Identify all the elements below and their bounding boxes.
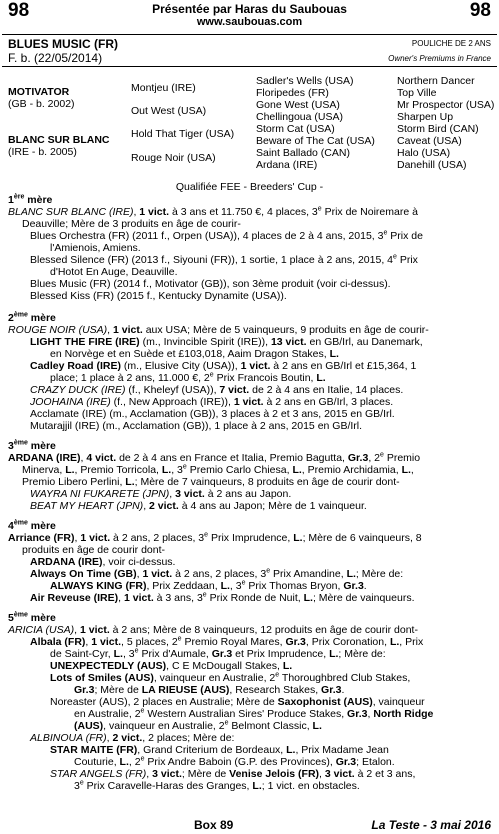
dam-name: BLANC SUR BLANC [8,134,110,146]
family-line: Arriance (FR), 1 vict. à 2 ans, 2 places, 3e Prix Imprudence, L.; Mère de 6 vainqueurs, 8 [8,531,422,544]
family-line: ARICIA (USA), 1 vict. à 2 ans; Mère de 8 vainqueurs, 12 produits en âge de courir dont- [8,624,418,636]
family-line: Blues Music (FR) (2014 f., Motivator (GB)), son 3ème produit (voir ci-dessus). [30,278,391,290]
family-line: STAR ANGELS (FR), 3 vict.; Mère de Venise Jelois (FR), 3 vict. à 2 et 3 ans, [50,768,416,780]
family-line: STAR MAITE (FR), Grand Criterium de Bordeaux, L., Prix Madame Jean [50,744,389,756]
family-line: Noreaster (AUS), 2 places en Australie; Mère de Saxophonist (AUS), vainqueur [50,696,425,708]
gen4-item: Sharpen Up [397,111,454,123]
gen4-item: Northern Dancer [397,75,475,87]
gen2-item: Out West (USA) [131,105,207,117]
family-line: en Australie, 2e Western Australian Sires' Produce Stakes, Gr.3, North Ridge [74,707,434,720]
presenter: Présentée par Haras du Saubouas [152,2,347,16]
eligibility: Owner's Premiums in France [388,54,491,63]
website: www.saubouas.com [196,16,303,28]
family-line: Cadley Road (IRE) (m., Elusive City (USA)), 1 vict. à 2 ans en GB/Irl et £15,364, 1 [30,360,417,372]
family-line: Blues Orchestra (FR) (2011 f., Orpen (USA)), 4 places de 2 à 4 ans, 2015, 3e Prix de [30,229,423,242]
family-line: LIGHT THE FIRE (IRE) (m., Invincible Spirit (IRE)), 13 vict. en GB/Irl, au Danemark, [30,336,423,348]
foaling-info: F. b. (22/05/2014) [8,51,103,65]
box-number: Box 89 [194,818,234,832]
gen3-item: Sadler's Wells (USA) [256,75,354,87]
family-line: JOOHAINA (IRE) (f., New Approach (IRE)), 1 vict. à 2 ans en GB/Irl, 3 places. [30,396,394,408]
pedigree-divider [2,66,497,67]
family-line: ARDANA (IRE), 4 vict. de 2 à 4 ans en France et Italia, Premio Bagutta, Gr.3, 2e Premio [8,451,421,464]
header-divider [2,34,497,35]
gen2-item: Montjeu (IRE) [131,82,196,94]
family-line: BLANC SUR BLANC (IRE), 1 vict. à 3 ans et 11.750 €, 4 places, 3e Prix de Noiremare à [8,205,418,218]
family-line: Air Reveuse (IRE), 1 vict. à 3 ans, 3e Prix Ronde de Nuit, L.; Mère de vainqueurs. [30,591,415,604]
family-line: ALWAYS KING (FR), Prix Zeddaan, L., 3e Prix Thomas Bryon, Gr.3. [50,579,367,592]
gen3-item: Chellingoua (USA) [256,111,343,123]
sex-age: POULICHE DE 2 ANS [411,39,491,48]
family-line: Gr.3; Mère de LA RIEUSE (AUS), Research Stakes, Gr.3. [74,684,345,696]
sire-name: MOTIVATOR [8,86,70,98]
section-heading-5eme-mere: 5ème mère [8,611,56,624]
family-line: Mutarajjil (IRE) (m., Acclamation (GB)), 1 place à 2 ans, 2015 en GB/Irl. [30,420,363,432]
family-line: Albala (FR), 1 vict., 5 places, 2e Premio Royal Mares, Gr.3, Prix Coronation, L., Prix [30,635,424,648]
qualification: Qualifiée FEE - Breeders' Cup - [175,181,324,193]
family-line: d'Hotot En Auge, Deauville. [50,266,178,278]
family-line: place; 1 place à 2 ans, 11.000 €, 2e Prix Francois Boutin, L. [50,371,326,384]
sale-info: La Teste - 3 mai 2016 [371,818,491,832]
family-line: ROUGE NOIR (USA), 1 vict. aux USA; Mère de 5 vainqueurs, 9 produits en âge de courir- [8,324,429,336]
family-line: Minerva, L., Premio Torricola, L., 3e Premio Carlo Chiesa, L., Premio Archidamia, L., [22,463,414,476]
section-heading-2eme-mere: 2ème mère [8,311,56,324]
family-line: Acclamate (IRE) (m., Acclamation (GB)), 3 places à 2 et 3 ans, 2015 en GB/Irl. [30,408,395,420]
section-heading-3eme-mere: 3ème mère [8,439,56,452]
family-line: de Saint-Cyr, L., 3e Prix d'Aumale, Gr.3 et Prix Imprudence, L.; Mère de: [50,647,386,660]
family-line: ALBINOUA (FR), 2 vict., 2 places; Mère de: [30,732,235,744]
gen2-item: Hold That Tiger (USA) [131,128,235,140]
gen3-item: Saint Ballado (CAN) [256,147,350,159]
family-line: en Norvège et en Suède et £103,018, Aaim Dragon Stakes, L. [50,348,339,360]
family-line: UNEXPECTEDLY (AUS), C E McDougall Stakes, L. [50,660,293,672]
family-line: ARDANA (IRE), voir ci-dessus. [30,556,176,568]
family-line: Always On Time (GB), 1 vict. à 2 ans, 2 places, 3e Prix Amandine, L.; Mère de: [30,567,404,580]
lot-number-right: 98 [469,0,491,21]
family-line: BEAT MY HEART (JPN), 2 vict. à 4 ans au Japon; Mère de 1 vainqueur. [30,500,367,512]
gen4-item: Mr Prospector (USA) [397,99,495,111]
family-line: WAYRA NI FUKARETE (JPN), 3 vict. à 2 ans au Japon. [30,488,292,500]
family-line: CRAZY DUCK (IRE) (f., Kheleyf (USA)), 7 vict. de 2 à 4 ans en Italie, 14 places. [30,384,404,396]
gen4-item: Halo (USA) [397,147,451,159]
horse-name: BLUES MUSIC (FR) [8,37,118,51]
family-line: produits en âge de courir dont- [22,544,166,556]
section-heading-4eme-mere: 4ème mère [8,519,56,532]
gen4-item: Danehill (USA) [397,159,467,171]
family-line: Premio Libero Perlini, L.; Mère de 7 vainqueurs, 8 produits en âge de courir dont- [22,476,400,488]
gen3-item: Ardana (IRE) [256,159,318,171]
gen2-item: Rouge Noir (USA) [131,152,216,164]
gen4-item: Storm Bird (CAN) [397,123,479,135]
gen4-item: Top Ville [397,87,437,99]
dam-info: (IRE - b. 2005) [8,146,77,158]
family-line: l'Amienois, Amiens. [50,242,141,254]
family-line: 3e Prix Caravelle-Haras des Granges, L.; 1 vict. en obstacles. [74,779,360,792]
family-line: Deauville; Mère de 3 produits en âge de courir- [22,218,241,230]
section-heading-1ere-mere: 1ère mère [8,193,53,206]
family-line: (AUS), vainqueur en Australie, 2e Belmont Classic, L. [74,719,322,732]
family-line: Blessed Kiss (FR) (2015 f., Kentucky Dynamite (USA)). [30,290,287,302]
gen3-item: Beware of The Cat (USA) [256,135,375,147]
lot-number-left: 98 [8,0,30,21]
gen4-item: Caveat (USA) [397,135,462,147]
sire-info: (GB - b. 2002) [8,98,75,110]
family-line: Blessed Silence (FR) (2013 f., Siyouni (FR)), 1 sortie, 1 place à 2 ans, 2015, 4e Prix [30,253,418,266]
gen3-item: Floripedes (FR) [256,87,329,99]
gen3-item: Gone West (USA) [256,99,340,111]
gen3-item: Storm Cat (USA) [256,123,335,135]
family-line: Couturie, L., 2e Prix Andre Baboin (G.P. des Provinces), Gr.3; Etalon. [74,755,395,768]
family-line: Lots of Smiles (AUS), vainqueur en Australie, 2e Thoroughbred Club Stakes, [50,671,411,684]
